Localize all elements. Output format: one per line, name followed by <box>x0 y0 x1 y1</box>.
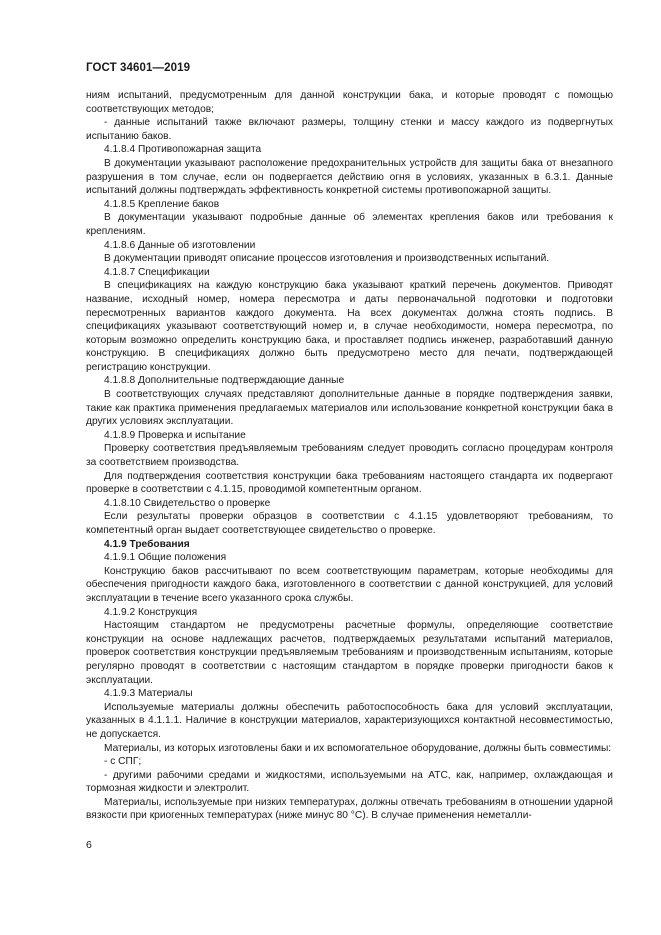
section-heading: 4.1.8.7 Спецификации <box>104 266 210 278</box>
section-heading: 4.1.8.9 Проверка и испытание <box>104 429 246 441</box>
section-heading: 4.1.8.4 Противопожарная защита <box>104 144 262 156</box>
list-item: - другими рабочими средами и жидкостями, используемыми на АТС, как, например, охлаждающая и тормозная жидкости и электролит. <box>86 769 613 795</box>
page-number: 6 <box>86 839 92 851</box>
paragraph: В документации приводят описание процессов изготовления и производственных испытаний. <box>104 253 550 265</box>
document-body <box>86 89 613 823</box>
paragraph: Настоящим стандартом не предусмотрены расчетные формулы, определяющие соответствие конструкции на основе надлежащих расчетов, подтверждаемых результатами испытаний материалов, проверок соответствия конструкции предъявляемым требованиям и производственным испытаниям, которые регулярно проводят в соответствии с настоящим стандартом в порядке проверки пригодности баков к эксплуатации. <box>86 620 613 686</box>
paragraph: Конструкцию баков рассчитывают по всем соответствующим параметрам, которые необходимы для обеспечения пригодности каждого бака, изготовленного в соответствии с данной конструкцией, для условий эксплуатации в течение всего указанного срока службы. <box>86 565 613 604</box>
paragraph: Проверку соответствия предъявляемым требованиям следует проводить согласно процедурам контроля за соответствием производства. <box>86 443 613 469</box>
section-heading: 4.1.9.2 Конструкция <box>104 606 198 618</box>
paragraph: ниям испытаний, предусмотренным для данной конструкции бака, и которые проводят с помощью соответствующих методов; <box>86 90 613 115</box>
paragraph: Если результаты проверки образцов в соответствии с 4.1.15 удовлетворяют требованиям, то компетентный орган выдает соответствующее свидетельство о проверке. <box>86 511 613 536</box>
standard-title: ГОСТ 34601—2019 <box>86 62 191 74</box>
paragraph: Материалы, используемые при низких температурах, должны отвечать требованиям в отношении ударной вязкости при криогенных температурах (ниже минус 80 °С). В случае применения неметалли- <box>86 796 613 822</box>
paragraph: В спецификациях на каждую конструкцию бака указывают краткий перечень документов. Приводят название, исходный номер, номера пересмотра и даты первоначальной подготовки и подготовки пересмотренных вариантов каждого документа. На всех документах должна стоять подпись. В спецификациях указывают соответствующий номер и, в случае необходимости, номера пересмотра, по которым возможно определить конструкцию бака, и проставляет подпись инженер, разработавший данную конструкцию. В спецификациях должно быть предусмотрено место для печати, подтверждающей регистрацию конструкции. <box>86 280 613 373</box>
section-heading-bold: 4.1.9 Требования <box>104 538 190 550</box>
paragraph: Для подтверждения соответствия конструкции бака требованиям настоящего стандарта их подвергают проверке в соответствии с 4.1.15, проводимой компетентным органом. <box>86 470 613 496</box>
paragraph: Материалы, из которых изготовлены баки и их вспомогательное оборудование, должны быть совместимы: <box>104 742 612 754</box>
section-heading: 4.1.9.1 Общие положения <box>104 552 227 564</box>
section-heading: 4.1.8.10 Свидетельство о проверке <box>104 497 271 509</box>
paragraph: В соответствующих случаях представляют дополнительные данные в порядке подтверждения заявки, такие как практика применения предлагаемых материалов или использование конкретной конструкции бака в других условиях эксплуатации. <box>86 389 613 428</box>
section-heading: 4.1.8.5 Крепление баков <box>104 198 220 210</box>
paragraph: Используемые материалы должны обеспечить работоспособность бака для условий эксплуатации, указанных в 4.1.1.1. Наличие в конструкции материалов, характеризующихся контактной несовместимостью, не допускается. <box>86 701 613 740</box>
paragraph: В документации указывают подробные данные об элементах крепления баков или требования к креплениям. <box>86 212 613 237</box>
section-heading: 4.1.8.8 Дополнительные подтверждающие данные <box>104 375 345 387</box>
list-item: - данные испытаний также включают размеры, толщину стенки и массу каждого из подвергнутых испытанию баков. <box>86 117 613 142</box>
paragraph: В документации указывают расположение предохранительных устройств для защиты бака от внезапного разрушения в том случае, если он подвергается действию огня в условиях, указанных в 6.3.1. Данные испытаний должны подтверждать эффективность конкретной системы противопожарной защиты. <box>86 157 613 197</box>
list-item: - с СПГ; <box>104 756 142 768</box>
section-heading: 4.1.8.6 Данные об изготовлении <box>104 239 256 251</box>
section-heading: 4.1.9.3 Материалы <box>104 688 193 700</box>
